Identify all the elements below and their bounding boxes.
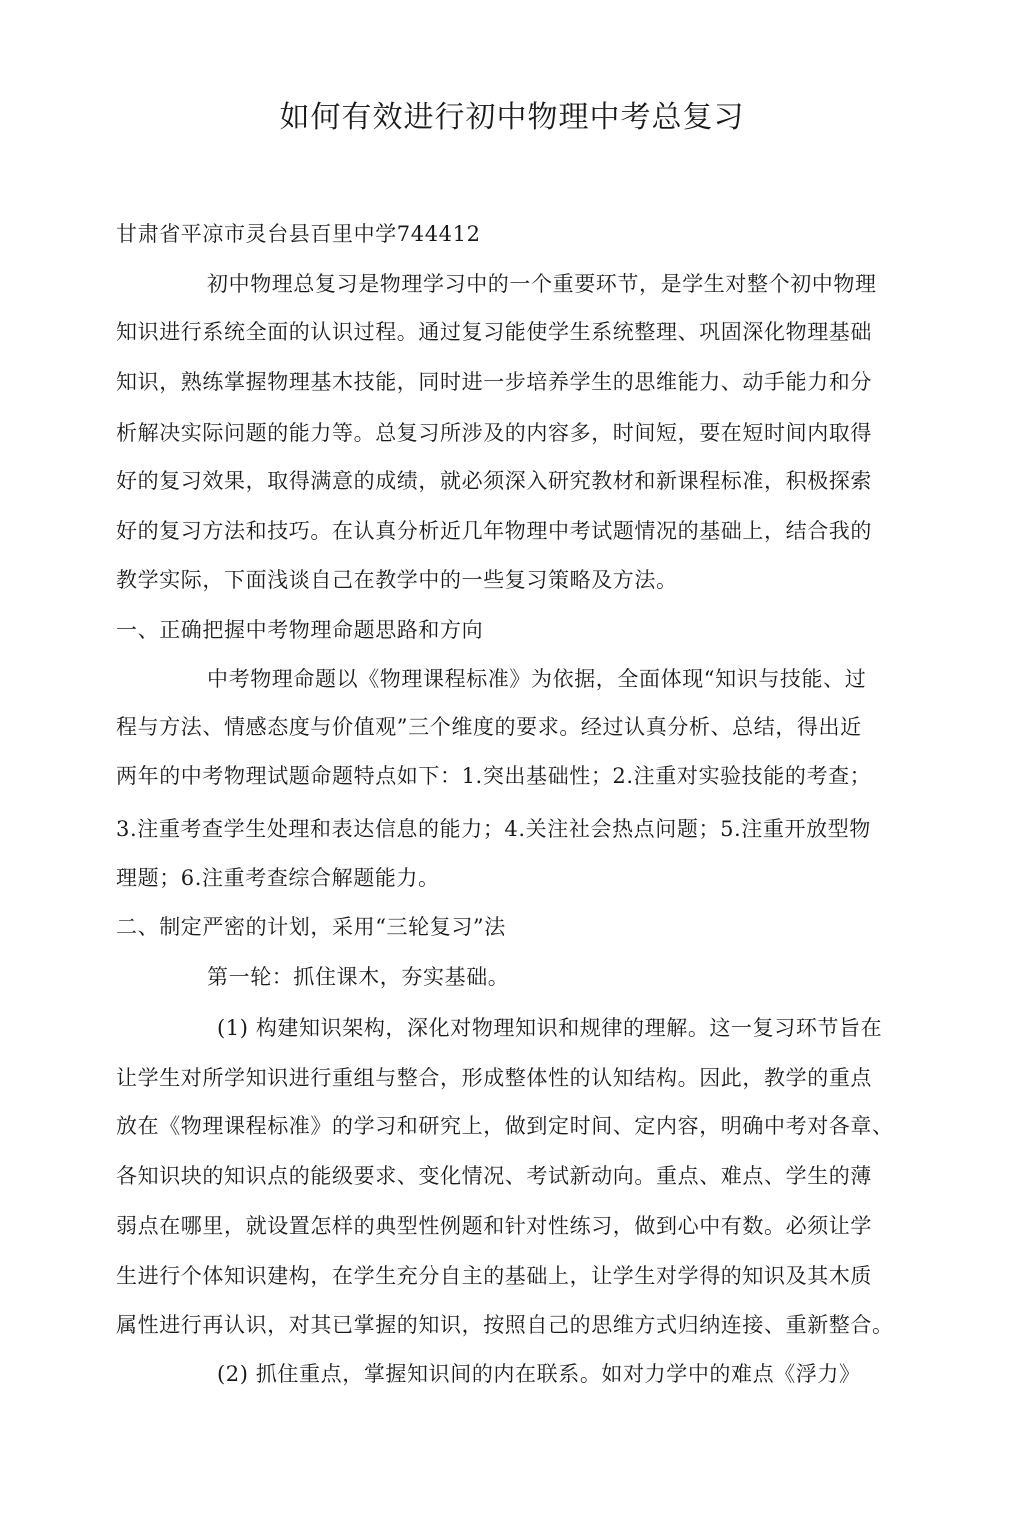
author-affiliation: 甘肃省平凉市灵台县百里中学744412: [116, 222, 481, 246]
paragraph-line: 程与方法、情感态度与价值观”三个维度的要求。经过认真分析、总结，得出近: [116, 715, 862, 739]
paragraph-line: 弱点在哪里，就设置怎样的典型性例题和针对性练习，做到心中有数。必须让学: [116, 1214, 872, 1238]
document-title: 如何有效进行初中物理中考总复习: [279, 100, 745, 135]
paragraph-line: 中考物理命题以《物理课程标准》为依据，全面体现“知识与技能、过: [207, 667, 867, 691]
paragraph-line: 让学生对所学知识进行重组与整合，形成整体性的认知结构。因此，教学的重点: [116, 1066, 872, 1090]
paragraph-line: (1) 构建知识架构，深化对物理知识和规律的理解。这一复习环节旨在: [217, 1016, 883, 1040]
section-heading: 一、正确把握中考物理命题思路和方向: [116, 618, 484, 642]
paragraph-line: (2) 抓住重点，掌握知识间的内在联系。如对力学中的难点《浮力》: [217, 1362, 861, 1386]
paragraph-line: 析解决实际问题的能力等。总复习所涉及的内容多，时间短，要在短时间内取得: [116, 421, 872, 445]
section-heading: 二、制定严密的计划，采用“三轮复习”法: [116, 915, 506, 939]
subsection-heading: 第一轮：抓住课木，夯实基础。: [207, 965, 510, 989]
paragraph-line: 知识进行系统全面的认识过程。通过复习能使学生系统整理、巩固深化物理基础: [116, 320, 872, 344]
paragraph-line: 两年的中考物理试题命题特点如下：1.突出基础性；2.注重对实验技能的考查；: [116, 764, 872, 788]
paragraph-line: 理题；6.注重考查综合解题能力。: [116, 866, 440, 890]
paragraph-line: 3.注重考查学生处理和表达信息的能力；4.关注社会热点问题；5.注重开放型物: [116, 817, 871, 841]
paragraph-line: 属性进行再认识，对其已掌握的知识，按照自己的思维方式归纳连接、重新整合。: [116, 1313, 894, 1337]
paragraph-line: 各知识块的知识点的能级要求、变化情况、考试新动向。重点、难点、学生的薄: [116, 1164, 872, 1188]
paragraph-line: 生进行个体知识建构，在学生充分自主的基础上，让学生对学得的知识及其木质: [116, 1264, 872, 1288]
paragraph-line: 好的复习效果，取得满意的成绩，就必须深入研究教材和新课程标准，积极探索: [116, 469, 872, 493]
paragraph-line: 放在《物理课程标准》的学习和研究上，做到定时间、定内容，明确中考对各章、: [116, 1114, 894, 1138]
paragraph-line: 初中物理总复习是物理学习中的一个重要环节，是学生对整个初中物理: [207, 272, 877, 296]
paragraph-line: 知识，熟练掌握物理基木技能，同时进一步培养学生的思维能力、动手能力和分: [116, 370, 872, 394]
paragraph-line: 好的复习方法和技巧。在认真分析近几年物理中考试题情况的基础上，结合我的: [116, 519, 872, 543]
paragraph-line: 教学实际，下面浅谈自己在教学中的一些复习策略及方法。: [116, 568, 678, 592]
